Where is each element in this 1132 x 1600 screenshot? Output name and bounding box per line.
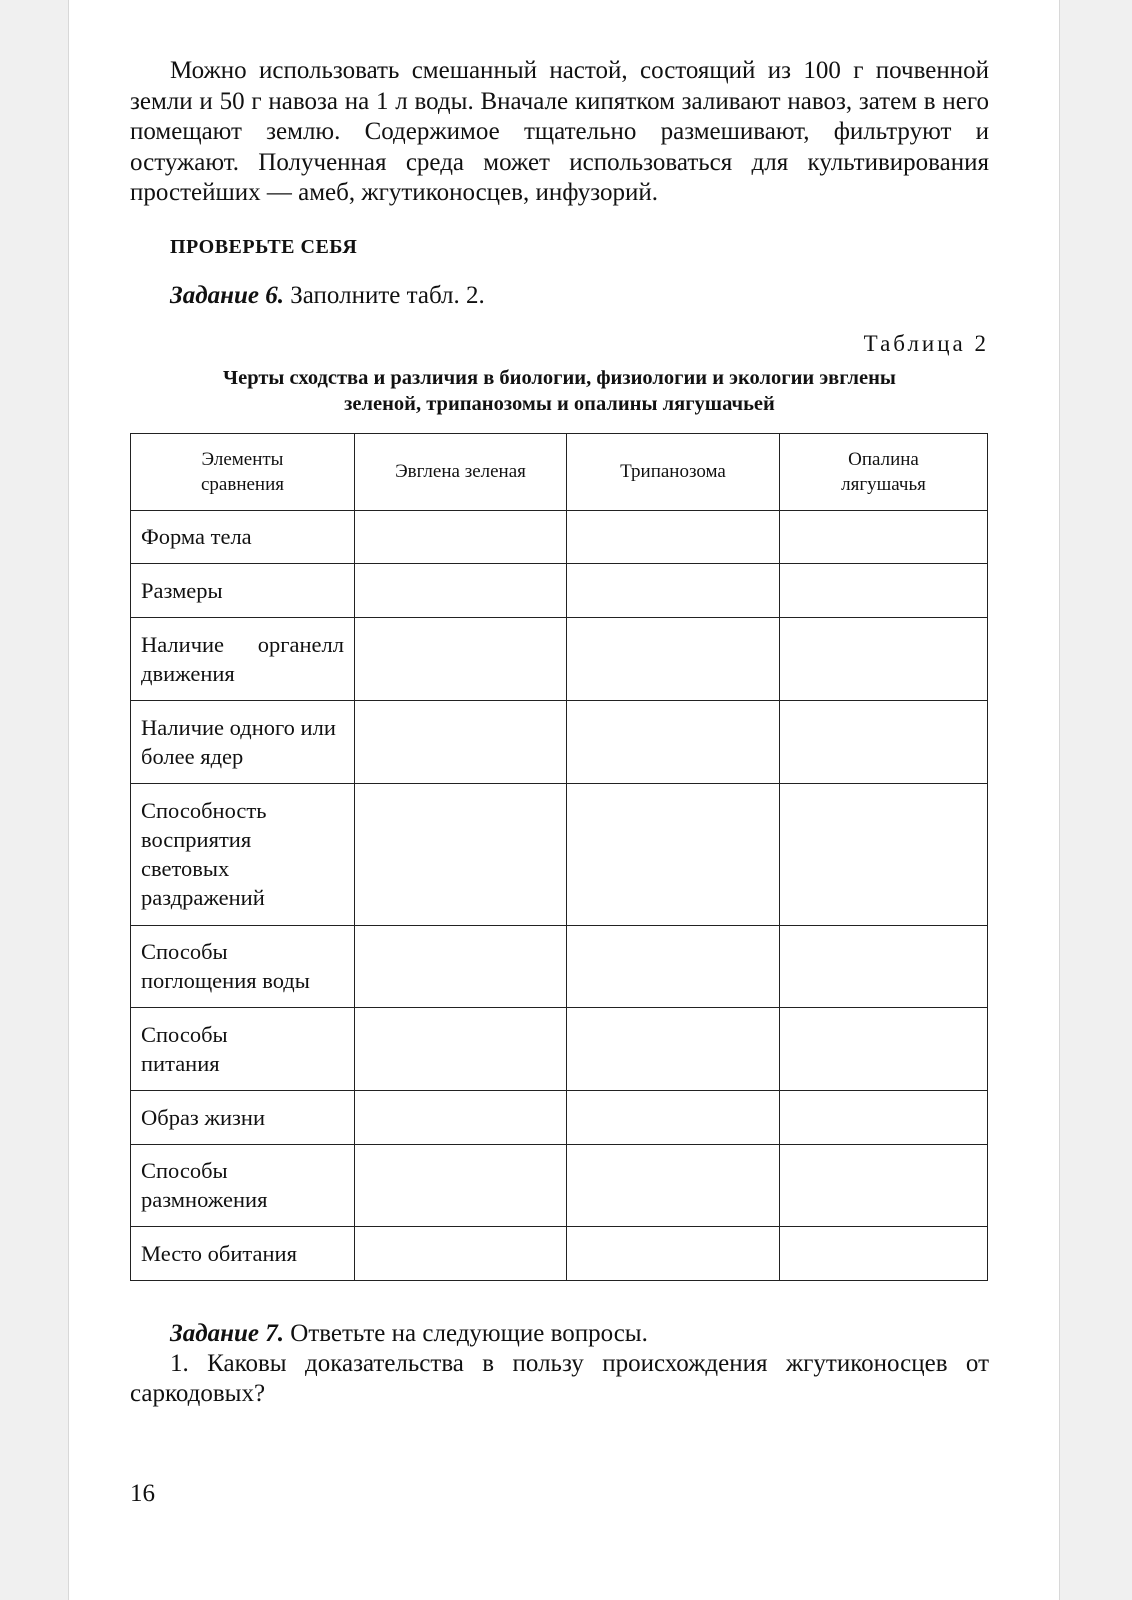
empty-cell [780,617,988,700]
empty-cell [780,925,988,1007]
table-row [131,510,988,563]
empty-cell [355,1226,567,1280]
empty-cell [567,510,780,563]
empty-cell [780,510,988,563]
empty-cell [567,1007,780,1090]
table-label: Таблица 2 [863,330,989,356]
table-row [131,1144,988,1226]
header-euglena: Эвглена зеленая [355,433,567,510]
table-row [131,1007,988,1090]
header-comparison-elements: Элементы сравнения [131,433,355,510]
empty-cell [780,563,988,617]
table-row [131,1226,988,1280]
empty-cell [780,1144,988,1226]
comparison-table [130,433,988,1281]
empty-cell [355,925,567,1007]
empty-cell [567,700,780,783]
row-label [131,1007,355,1090]
empty-cell [780,700,988,783]
intro-paragraph: Можно использовать смешанный настой, состоящий из 100 г почвенной земли и 50 г навоза на 1 л воды. Вначале кипятком заливают навоз, затем в него помещают землю. Содержимое тщательно размешивают, фильтруют и остужают. Полученная среда может использоваться для культивирования простейших — амеб, жгутиконосцев, инфузорий. [130,57,989,206]
empty-cell [355,1090,567,1144]
header-opalina: Опалина лягушачья [780,433,988,510]
row-label: Форма тела [131,510,355,563]
row-label: Наличие одного или более ядер [131,700,355,783]
task-7-text: Ответьте на следующие вопросы. [284,1319,648,1347]
task-6-label: Задание 6. [170,281,285,309]
question-1: 1. Каковы доказательства в пользу происхождения жгутиконосцев от саркодовых? [130,1349,989,1407]
section-heading: ПРОВЕРЬТЕ СЕБЯ [170,235,358,258]
empty-cell [567,925,780,1007]
table-row [131,783,988,925]
row-label: Способы поглощения воды [131,925,355,1007]
empty-cell [355,510,567,563]
empty-cell [567,563,780,617]
table-header-row [131,433,988,510]
row-label [131,783,355,925]
empty-cell [355,783,567,925]
empty-cell [567,617,780,700]
table-caption-line-1: Черты сходства и различия в биологии, физиологии и экологии эвглены [223,366,896,389]
table-caption [130,365,989,417]
table-row [131,925,988,1007]
empty-cell [355,700,567,783]
empty-cell [780,1007,988,1090]
empty-cell [355,1144,567,1226]
header-trypanosoma: Трипанозома [567,433,780,510]
empty-cell [780,1226,988,1280]
page-number: 16 [130,1480,155,1507]
empty-cell [780,1090,988,1144]
task-7-label: Задание 7. [170,1319,285,1347]
empty-cell [567,1226,780,1280]
row-label: Наличие органелл движения [131,617,355,700]
empty-cell [567,1144,780,1226]
empty-cell [355,617,567,700]
table-caption-line-2: зеленой, трипанозомы и опалины лягушачьей [344,392,775,415]
row-label-text: Способность восприятия световых раздражений [141,798,267,910]
row-label: Размеры [131,563,355,617]
row-label: Образ жизни [131,1090,355,1144]
document-page [68,0,1060,1600]
row-label: Способы размножения [131,1144,355,1226]
empty-cell [567,783,780,925]
table-row [131,617,988,700]
empty-cell [355,563,567,617]
task-6 [130,281,989,311]
task-7 [130,1319,989,1349]
empty-cell [780,783,988,925]
table-row [131,1090,988,1144]
empty-cell [567,1090,780,1144]
table-row [131,563,988,617]
row-label: Место обитания [131,1226,355,1280]
page-content [130,56,989,1409]
row-label-text: Способы питания [141,1021,228,1076]
task-6-text: Заполните табл. 2. [284,281,485,309]
table-row [131,700,988,783]
empty-cell [355,1007,567,1090]
